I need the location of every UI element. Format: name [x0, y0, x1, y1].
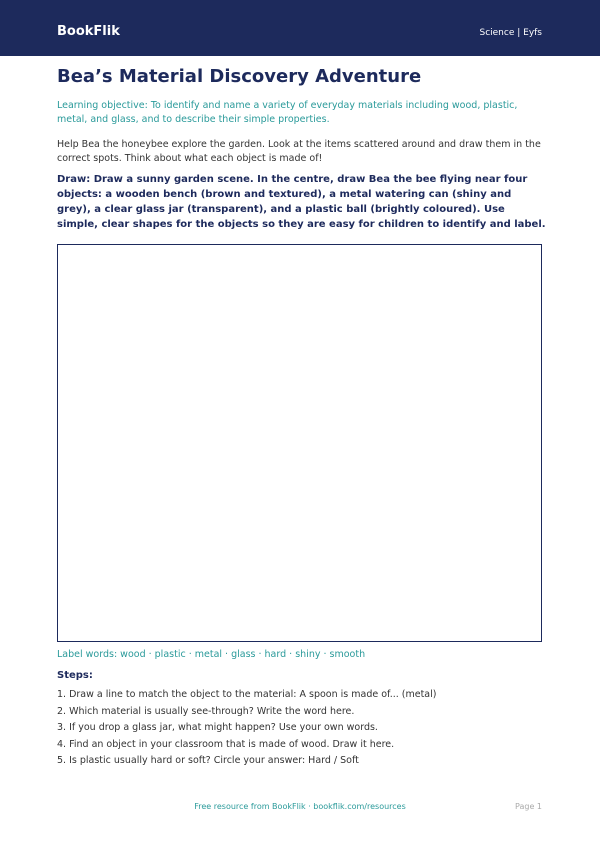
- intro-text: Help Bea the honeybee explore the garden. Look at the items scattered around and draw them in the correct spots. Think about what each object is made of!: [57, 139, 541, 164]
- draw-instruction: Draw: Draw a sunny garden scene. In the centre, draw Bea the bee flying near four objects: a wooden bench (brown and textured), a metal watering can (shiny and grey), a clear glass jar (transparent), and a plastic ball (brightly coloured). Use simple, clear shapes for the objects so they are easy for children to identify and label.: [57, 174, 546, 230]
- step-item: 2. Which material is usually see-through? Write the word here.: [57, 705, 355, 717]
- footer-text: Free resource from BookFlik · bookflik.com/resources: [194, 802, 406, 811]
- brand-logo[interactable]: BookFlik: [57, 24, 120, 39]
- steps-list: [57, 687, 547, 770]
- steps-heading: Steps:: [57, 670, 93, 681]
- subject-label: Science | Eyfs: [479, 28, 542, 38]
- page-number: Page 1: [515, 802, 542, 811]
- step-item: 4. Find an object in your classroom that is made of wood. Draw it here.: [57, 738, 395, 750]
- step-item: 5. Is plastic usually hard or soft? Circle your answer: Hard / Soft: [57, 755, 359, 766]
- learning-objective: Learning objective: To identify and name a variety of everyday materials including wood, plastic, metal, and glass, and to describe their simple properties.: [57, 100, 518, 125]
- page-title: Bea’s Material Discovery Adventure: [57, 66, 422, 87]
- label-words: Label words: wood · plastic · metal · glass · hard · shiny · smooth: [57, 649, 366, 660]
- header-bar: [0, 0, 600, 56]
- step-item: 1. Draw a line to match the object to the material: A spoon is made of... (metal): [57, 689, 437, 700]
- step-item: 3. If you drop a glass jar, what might happen? Use your own words.: [57, 722, 378, 733]
- drawing-area[interactable]: [57, 244, 542, 642]
